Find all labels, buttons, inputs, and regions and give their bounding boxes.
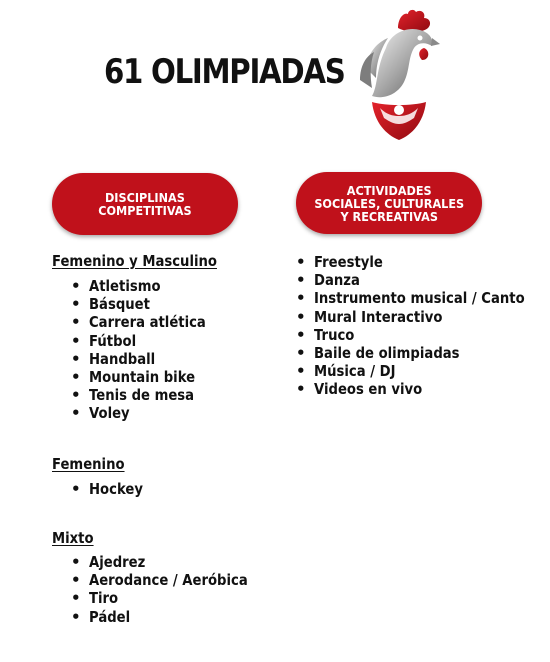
discipline-list-mixed-gender [71, 277, 222, 423]
list-item: • Mural Interactivo [296, 308, 550, 326]
activities-badge [296, 172, 482, 234]
list-item: • Aerodance / Aeróbica [71, 571, 269, 589]
list-item: • Básquet [71, 295, 222, 313]
list-item: • Tiro [71, 589, 269, 607]
list-item: • Voley [71, 404, 222, 422]
list-item: • Instrumento musical / Canto [296, 289, 550, 307]
group-heading-mixed-gender: Femenino y Masculino [52, 252, 217, 270]
competitive-disciplines-label: DISCIPLINAS COMPETITIVAS [98, 190, 192, 218]
list-item: • Danza [296, 271, 550, 289]
discipline-list-female [71, 480, 150, 498]
list-item: • Tenis de mesa [71, 386, 222, 404]
list-item: • Fútbol [71, 332, 222, 350]
list-item: • Atletismo [71, 277, 222, 295]
rooster-logo-icon [358, 8, 440, 144]
group-heading-mixed: Mixto [52, 529, 94, 547]
list-item: • Ajedrez [71, 553, 269, 571]
list-item: • Baile de olimpiadas [296, 344, 550, 362]
activities-list [296, 253, 550, 399]
list-item: • Hockey [71, 480, 150, 498]
group-heading-female: Femenino [52, 455, 125, 473]
page-title: 61 OLIMPIADAS [104, 52, 345, 92]
discipline-list-mixed [71, 553, 269, 626]
list-item: • Carrera atlética [71, 313, 222, 331]
list-item: • Freestyle [296, 253, 550, 271]
list-item: • Truco [296, 326, 550, 344]
list-item: • Videos en vivo [296, 380, 550, 398]
list-item: • Mountain bike [71, 368, 222, 386]
list-item: • Música / DJ [296, 362, 550, 380]
list-item: • Handball [71, 350, 222, 368]
activities-label: ACTIVIDADES SOCIALES, CULTURALES Y RECREATIVAS [314, 182, 464, 224]
competitive-disciplines-badge [52, 173, 238, 235]
list-item: • Pádel [71, 608, 269, 626]
